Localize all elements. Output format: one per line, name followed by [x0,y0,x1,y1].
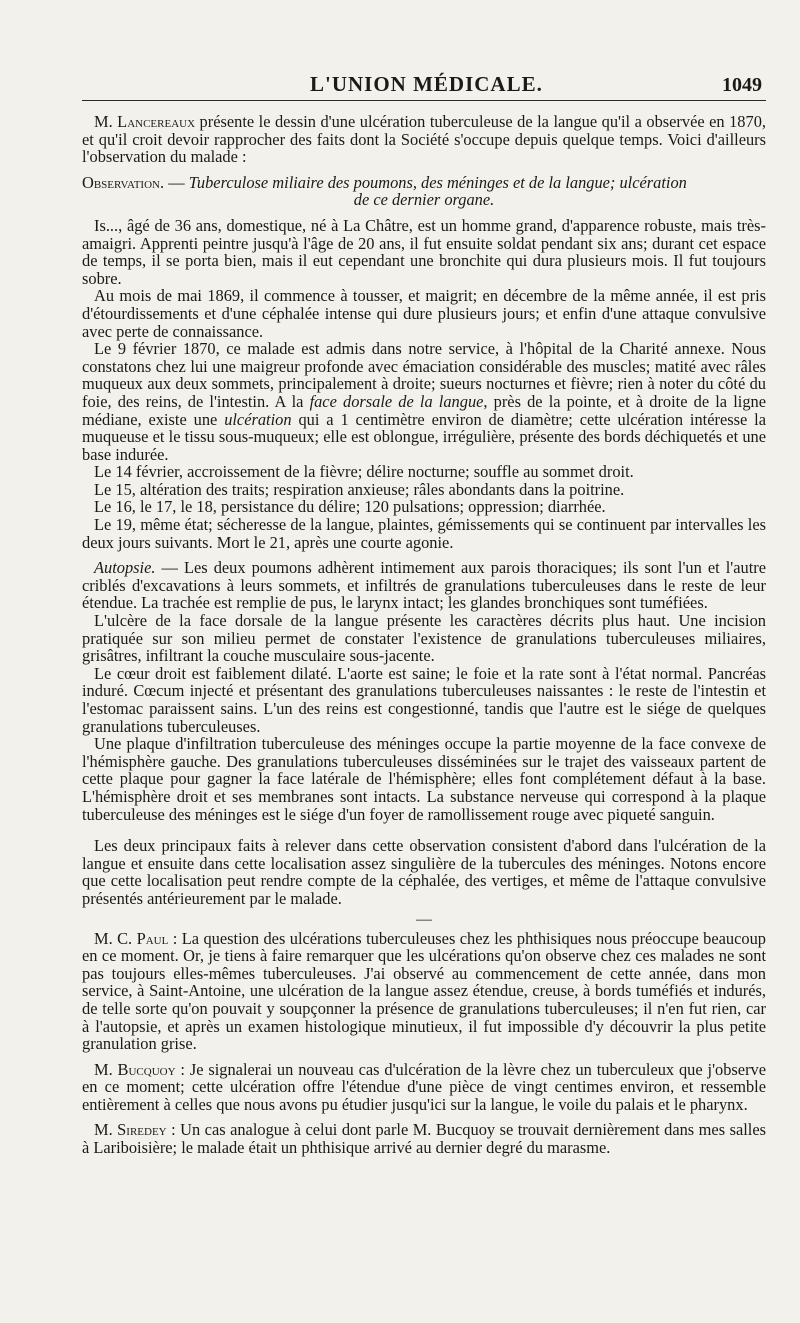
paragraph-history: Au mois de mai 1869, il commence à tousser, et maigrit; en décembre de la même année, il est pris d'étourdissements et d'une céphalée intense qui dure plusieurs jours; et enfin d'une attaque convulsive avec perte de connaissance. [82,286,766,341]
observation-title-cont: de ce dernier organe. [353,190,495,210]
paragraph-feb16: Le 16, le 17, le 18, persistance du délire; 120 pulsations; oppression; diarrhée. [94,497,606,517]
journal-title: L'UNION MÉDICALE. [310,72,543,96]
speaker-name: M. C. Paul [94,928,169,948]
observation-label: Observation. [82,172,165,192]
article-body [82,113,766,1157]
autopsy-label: Autopsie. [94,558,156,578]
paragraph-text: présente le dessin d'une ulcération tuberculeuse de la langue qu'il a observée en 1870, et qu'il croit devoir rapprocher des faits dont la Société s'occupe depuis quelque temps. Voici d'ailleurs l'observation du malade : [82,112,766,167]
paragraph-feb19: Le 19, même état; sécheresse de la langue, plaintes, gémissements qui se continuent par intervalles les deux jours suivants. Mort le 21, après une courte agonie. [82,515,766,552]
paragraph-meninges: Une plaque d'infiltration tuberculeuse des méninges occupe la partie moyenne de la face convexe de l'hémisphère gauche. Des granulations tuberculeuses disséminées sur le trajet des vaisseaux partent de cette plaque pour gagner la face latérale de l'hémisphère; elles font complétement défaut à la base. L'hémisphère droit et ses membranes sont intacts. La substance nerveuse qui correspond à la plaque tuberculeuse des méninges est le siége d'un foyer de ramollissement rouge avec piqueté sanguin. [82,734,766,824]
paragraph-siredey: M. Siredey : Un cas analogue à celui dont parle M. Bucquoy se trouvait dernièrement dans mes salles à Lariboisière; le malade était un phthisique arrivé au dernier degré du marasme. [82,1120,766,1158]
paragraph-organs: Le cœur droit est faiblement dilaté. L'aorte est saine; le foie et la rate sont à l'état normal. Pancréas induré. Cœcum injecté et présentant des granulations tuberculeuses naissantes : le reste de l'intestin et l'estomac paraissent sains. L'un des reins est congestionné, tandis que l'autre est le siége de quelques granulations tuberculeuses. [82,663,766,736]
paragraph-feb14: Le 14 février, accroissement de la fièvre; délire nocturne; souffle au sommet droit. [94,462,634,482]
observation-heading: Observation. — Tuberculose miliaire des poumons, des méninges et de la langue; ulcération [82,172,687,192]
page-header [82,66,766,101]
page-number: 1049 [722,74,762,96]
paragraph-ulcer: L'ulcère de la face dorsale de la langue présente les caractères décrits plus haut. Une incision pratiquée sur son milieu permet de constater l'existence de granulations tuberculeuses miliaires, grisâtres, infiltrant la couche musculaire sous-jacente. [82,611,766,666]
paragraph-paul: M. C. Paul : La question des ulcérations tuberculeuses chez les phthisiques nous préoccupe beaucoup en ce moment. Or, je tiens à faire remarquer que les ulcérations qu'on observe chez ces malades ne sont pas toujours elles-mêmes tuberculeuses. J'ai observé au commencement de cette année, dans mon service, à Saint-Antoine, une ulcération de la langue assez étendue, creuse, à bords tuméfiés et indurés, de telle sorte qu'on pouvait y soupçonner la présence de granulations tuberculeuses; il n'en fut rien, car à l'autopsie, et après un examen histologique minutieux, il fut impossible d'y découvrir la plus petite granulation grise. [82,928,766,1054]
speaker-name: M. Bucquoy [94,1059,176,1079]
section-separator: — [416,910,432,928]
speaker-name: M. Siredey [94,1120,167,1140]
paragraph-patient: Is..., âgé de 36 ans, domestique, né à La Châtre, est un homme grand, d'apparence robuste, mais très-amaigri. Apprenti peintre jusqu'à l'âge de 20 ans, il fut ensuite soldat pendant six ans; durant cet espace de temps, il se porta bien, mais il eut cependant une bronchite qui dura plusieurs mois. Il fut toujours sobre. [82,215,766,288]
paragraph-feb15: Le 15, altération des traits; respiration anxieuse; râles abondants dans la poitrine. [94,479,625,499]
paragraph-autopsy: Autopsie. — Les deux poumons adhèrent intimement aux parois thoraciques; ils sont l'un et l'autre criblés d'excavations à leurs sommets, et infiltrés de granulations tuberculeuses dans le reste de leur étendue. La trachée est remplie de pus, le larynx intact; les glandes bronchiques sont tuméfiées. [82,558,766,613]
speaker-name: M. Lancereaux [94,112,196,131]
paragraph-admission: Le 9 février 1870, ce malade est admis dans notre service, à l'hôpital de la Charité annexe. Nous constatons chez lui une maigreur profonde avec émaciation considérable des muscles; matité avec râles muqueux aux deux sommets, principalement à droite; sueurs nocturnes et fièvre; rien à noter du côté du foie, des reins, de l'intestin. A la face dorsale de la langue, près de la pointe, et à droite de la ligne médiane, existe une ulcération qui a 1 centimètre environ de diamètre; cette ulcération intéresse la muqueuse et le tissu sous-muqueux; elle est oblongue, irrégulière, présente des bords déchiquetés et une base indurée. [82,339,766,464]
paragraph-bucquoy: M. Bucquoy : Je signalerai un nouveau cas d'ulcération de la lèvre chez un tuberculeux que j'observe en ce moment; cette ulcération offre l'étendue d'une pièce de vingt centimes environ, et ressemble entièrement à celles que nous avons pu étudier jusqu'ici sur la langue, le voile du palais et le pharynx. [82,1059,766,1114]
observation-title: Tuberculose miliaire des poumons, des méninges et de la langue; ulcération [188,172,687,192]
paragraph-conclusion: Les deux principaux faits à relever dans cette observation consistent d'abord dans l'ulcération de la langue et ensuite dans cette localisation assez singulière de la tubercules des méninges. Notons encore que cette localisation peut rendre compte de la céphalée, des vertiges, et même de l'attaque convulsive présentés antérieurement par le malade. [82,836,766,908]
paragraph-lancereaux [82,113,766,166]
